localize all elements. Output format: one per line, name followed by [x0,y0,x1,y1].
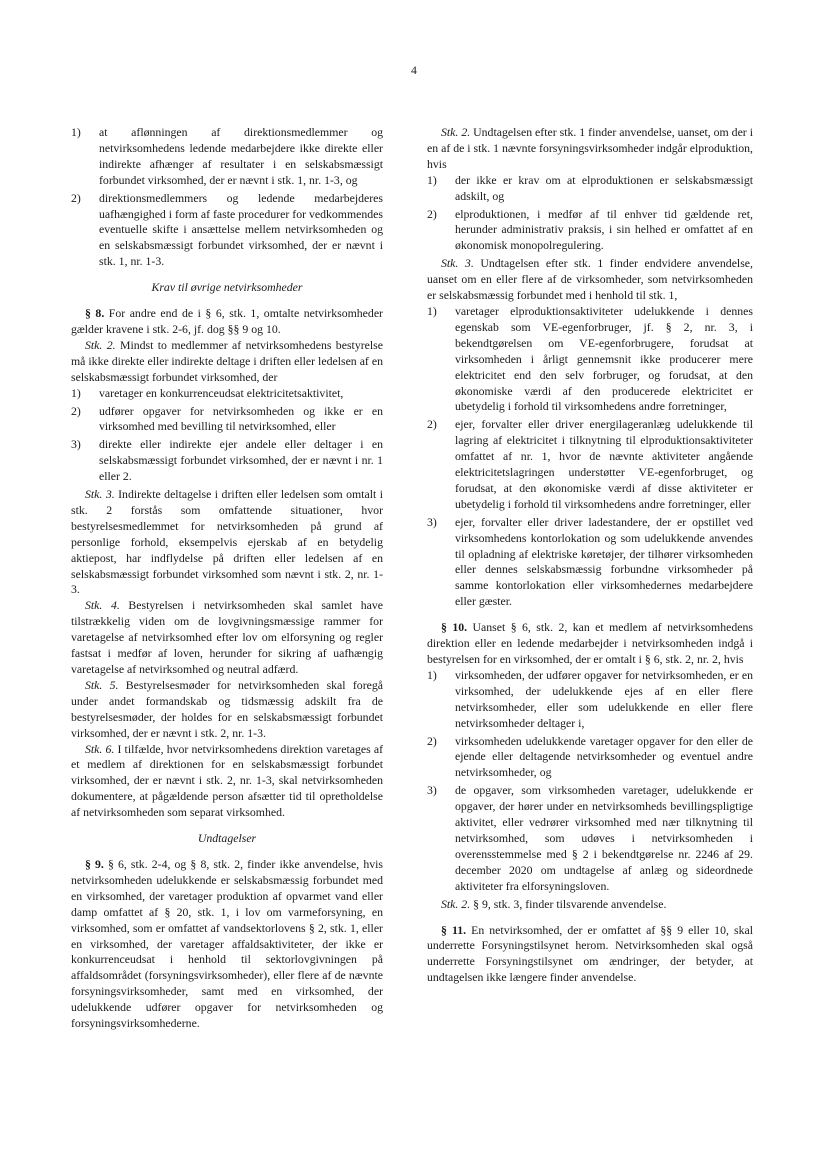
list-item: 1) virksomheden, der udfører opgaver for netvirksomheden, er en virksomhed, der udelukkende ejes af en eller flere netvirksomheder, eller som udelukkende en eller flere netvirksomheder deltager i, [427,667,753,730]
list-item: 1) varetager en konkurrenceudsat elektricitetsaktivitet, [71,385,344,400]
paragraph-11: § 11. En netvirksomhed, der er omfattet af §§ 9 eller 10, skal underrette Forsyningstilsynet herom. Netvirksomheden skal også underrette Forsyningstilsynet om ændringer, der betyder, at undtagelsen ikke længere finder anvendelse. [427,922,753,985]
paragraph-8-stk-3: Stk. 3. Indirekte deltagelse i driften eller ledelsen som omtalt i stk. 2 forstås som omfattende situationer, hvor bestyrelsesmedlemmet for netvirksomheden på grund af personlige forhold, eksempelvis ejerskab af en betydelig aktiepost, har indflydelse på driften eller ledelsen af en selskabsmæssigt forbundet virksomhed som nævnt i stk. 2, nr. 1-3. [71,487,383,597]
paragraph-8-stk-6: Stk. 6. I tilfælde, hvor netvirksomhedens direktion varetages af et medlem af direktionen for en selskabsmæssigt forbundet virksomhed, der er nævnt i stk. 2, nr. 1-3, skal netvirksomheden dokumentere, at pågældende person afsætter tid til opretholdelse af netvirksomheden som separat virksomhed. [71,741,383,820]
page-number: 4 [411,63,417,77]
paragraph-10: § 10. Uanset § 6, stk. 2, kan et medlem af netvirksomhedens direktion eller en ledende medarbejder i netvirksomheden indgå i bestyrelsen for en virksomhed, der er omtalt i § 6, stk. 2, nr. 2, hvis [427,620,753,666]
paragraph-9-stk-2: Stk. 2. Undtagelsen efter stk. 1 finder anvendelse, uanset, om der i en af de i stk. 1 nævnte forsyningsvirksomheder indgår elproduktion, hvis [427,125,753,171]
list-item: 2) elproduktionen, i medfør af til enhver tid gældende ret, herunder administrativ praksis, i sin helhed er omfattet af en økonomisk monopolregulering. [427,206,753,253]
paragraph-8-stk-4: Stk. 4. Bestyrelsen i netvirksomheden skal samlet have tilstrækkelig viden om de lovgivningsmæssige rammer for varetagelse af netvirksomhed efter lov om elforsyning og regler fastsat i medfør af loven, herunder for sikring af uafhængig varetagelse af netvirksomhed og neutral adfærd. [71,598,383,676]
paragraph-8-stk-5: Stk. 5. Bestyrelsesmøder for netvirksomheden skal foregå under andet formandskab og tidsmæssig adskilt fra de bestyrelsesmøder, der holdes for en selskabsmæssigt forbundet virksomhed, der er nævnt i stk. 2, nr. 1-3. [71,677,383,740]
left-column [71,125,383,1032]
section-heading: Undtagelser [197,831,257,846]
list-item: 1) varetager elproduktionsaktiviteter udelukkende i dennes egenskab som VE-egenforbruger, jf. § 2, nr. 3, i bekendtgørelsen om VE-egenforbrugere, forudsat at virksomheden i årligt gennemsnit ikke producerer mere elektricitet end den selv forbruger, og forudsat, at den økonomiske værdi af den producerede elektricitet er ubetydelig i forhold til virksomhedens andre forretninger, [427,303,753,414]
list-item: 1) at aflønningen af direktionsmedlemmer og netvirksomhedens ledende medarbejdere ikke direkte eller indirekte afhænger af resultater i en selskabsmæssigt forbundet virksomhed, der er nævnt i stk. 1, nr. 1-3, og [71,125,383,187]
paragraph-8-stk-2: Stk. 2. Mindst to medlemmer af netvirksomhedens bestyrelse må ikke direkte eller indirekte deltage i driften eller ledelsen af en selskabsmæssigt forbundet virksomhed, der [71,337,383,384]
paragraph-8: § 8. For andre end de i § 6, stk. 1, omtalte netvirksomheder gælder kravene i stk. 2-6, jf. dog §§ 9 og 10. [71,306,383,336]
paragraph-10-stk-2: Stk. 2. § 9, stk. 3, finder tilsvarende anvendelse. [441,896,667,911]
list-item: 3) direkte eller indirekte ejer andele eller deltager i en selskabsmæssigt forbundet virksomhed, der er nævnt i nr. 1 eller 2. [71,437,383,484]
right-column [427,125,753,986]
section-heading: Krav til øvrige netvirksomheder [151,280,303,295]
paragraph-9: § 9. § 6, stk. 2-4, og § 8, stk. 2, finder ikke anvendelse, hvis netvirksomheden udelukkende er selskabsmæssig forbundet med en virksomhed, der varetager produktion af opvarmet vand eller damp omfattet af § 20, stk. 1, i lov om varmeforsyning, en virksomhed, som er omfattet af vandsektorlovens § 2, stk. 1, eller en virksomhed, der varetager affaldsaktiviteter, der ikke er konkurrenceudsat i henhold til sektorlovgivningen på affaldsområdet (forsyningsvirksomheder), eller flere af de nævnte forsyningsvirksomheder, samt med en virksomhed, der udelukkende udfører opgaver for netvirksomheden og forsyningsvirksomhederne. [71,856,383,1031]
paragraph-9-stk-3: Stk. 3. Undtagelsen efter stk. 1 finder endvidere anvendelse, uanset om en eller flere af de virksomheder, som netvirksomheden er selskabsmæssig forbundet med i henhold til stk. 1, [427,256,753,303]
list-item: 2) direktionsmedlemmers og ledende medarbejderes uafhængighed i form af faste procedurer for vedkommendes eventuelle skifte i ansættelse mellem netvirksomheden og en selskabsmæssigt forbundet virksomhed, der er nævnt i stk. 1, nr. 1-3. [71,190,384,269]
list-item: 2) virksomheden udelukkende varetager opgaver for den eller de ejende eller deltagende netvirksomheder og eventuel andre netvirksomheder, og [427,733,753,780]
list-item: 3) de opgaver, som virksomheden varetager, udelukkende er opgaver, der hører under en netvirksomheds bevillingspligtige aktivitet, eller vedrører virksomhed med nær tilknytning til netvirksomhed, som udøves i netvirksomheden i overensstemmelse med § 2 i bekendtgørelse nr. 2246 af 29. december 2020 om undtagelse af anlæg og sideordnede aktiviteter fra elforsyningsloven. [427,783,753,893]
list-item: 2) udfører opgaver for netvirksomheden og ikke er en virksomhed med bevilling til netvirksomhed, eller [71,403,383,434]
list-item: 2) ejer, forvalter eller driver energilageranlæg udelukkende til lagring af elektricitet i tilknytning til elproduktionsaktiviteter omfattet af nr. 1, hvor de nævnte aktiviteter angående elektricitetslagringen understøtter VE-egenforbruget, og forudsat, at den økonomiske værdi af disse aktiviteter er ubetydelig i forhold til virksomhedens andre forretninger, eller [427,417,753,511]
list-item: 1) der ikke er krav om at elproduktionen er selskabsmæssigt adskilt, og [427,172,753,203]
list-item: 3) ejer, forvalter eller driver ladestandere, der er opstillet ved virksomhedens kontorlokation og som udelukkende anvendes til opladning af elektriske køretøjer, der tilhører virksomheden eller dennes selskabsmæssig forbundne virksomheder på samme kontorlokation eller virksomhedernes medarbejdere eller gæster. [427,514,753,609]
